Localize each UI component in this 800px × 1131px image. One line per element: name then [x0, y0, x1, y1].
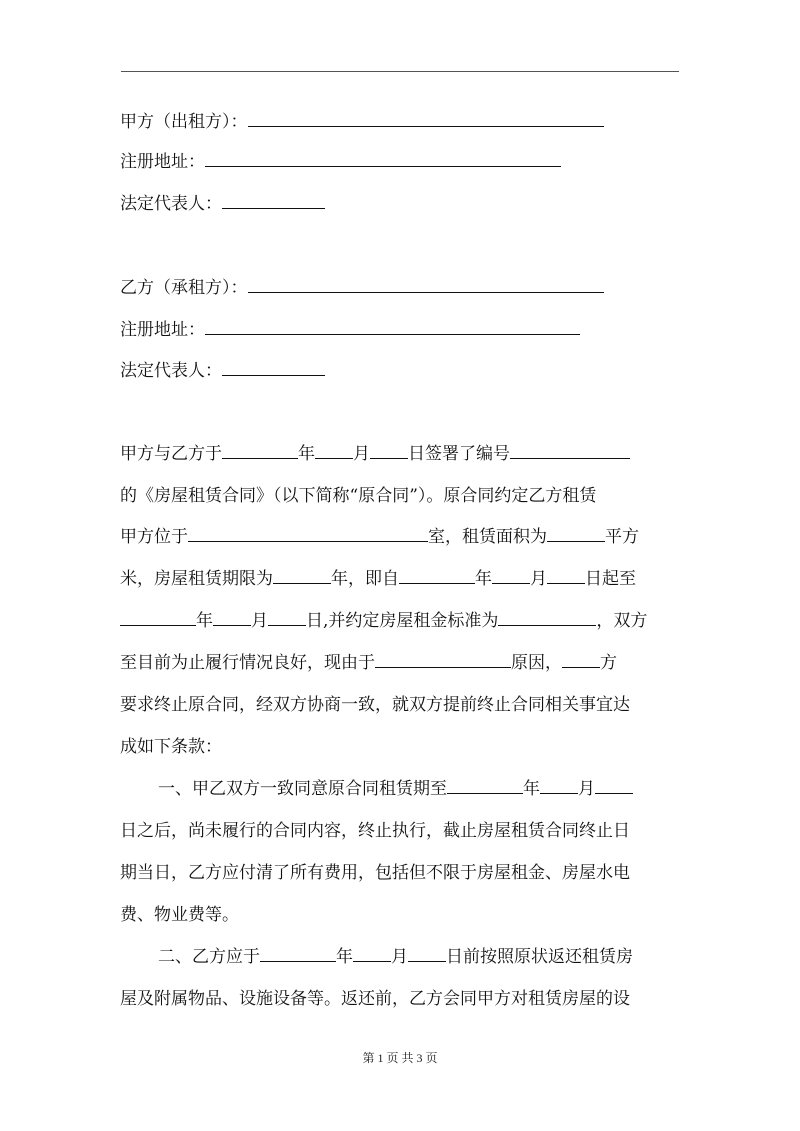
clause2-month-blank[interactable] [353, 945, 391, 962]
text: 期当日，乙方应付清了所有费用，包括但不限于房屋租金、房屋水电 [120, 863, 630, 883]
party-a-label: 甲方（出租方）： [120, 112, 248, 132]
clause-1-line-2 [120, 819, 630, 843]
start-month-blank[interactable] [492, 567, 530, 584]
contract-number-blank[interactable] [510, 442, 630, 459]
term-years-blank[interactable] [273, 567, 331, 584]
party-b-address-blank[interactable] [205, 318, 580, 335]
text: 的《房屋租赁合同》（以下简称“原合同”）。原合同约定乙方租赁 [120, 486, 597, 506]
text: 一、甲乙双方一致同意原合同租赁期至 [158, 779, 447, 799]
text: 月 [251, 611, 268, 631]
text: 平方 [605, 527, 639, 547]
text: 至目前为止履行情况良好，现由于 [120, 653, 375, 673]
text: 要求终止原合同，经双方协商一致，就双方提前终止合同相关事宜达 [120, 695, 630, 715]
text: ，双方 [596, 611, 648, 631]
area-blank[interactable] [547, 525, 605, 542]
text: 年 [475, 569, 492, 589]
text: 日之后，尚未履行的合同内容，终止执行，截止房屋租赁合同终止日 [120, 821, 630, 841]
sign-year-blank[interactable] [222, 442, 298, 459]
text: 年 [196, 611, 213, 631]
text: 费、物业费等。 [120, 905, 239, 925]
intro-line-5 [120, 609, 647, 633]
clause-1-line-4 [120, 903, 239, 927]
text: 日,并约定房屋租金标准为 [306, 611, 499, 631]
sign-month-blank[interactable] [315, 442, 353, 459]
party-b-address-label: 注册地址： [120, 320, 205, 340]
intro-line-2 [120, 484, 596, 508]
text: 月 [353, 444, 370, 464]
intro-line-3 [120, 525, 639, 549]
start-year-blank[interactable] [399, 567, 475, 584]
party-b-label: 乙方（承租方）： [120, 278, 248, 298]
text: 年 [298, 444, 315, 464]
clause-2-line-1 [158, 945, 633, 969]
end-year-blank[interactable] [120, 609, 196, 626]
party-a-rep-label: 法定代表人： [120, 194, 222, 214]
intro-line-8 [120, 735, 222, 759]
clause2-day-blank[interactable] [408, 945, 446, 962]
intro-line-1 [120, 442, 630, 466]
clause1-year-blank[interactable] [447, 777, 523, 794]
party-a-address-blank[interactable] [205, 150, 561, 167]
text: 日签署了编号 [408, 444, 510, 464]
party-a-rep-line [120, 192, 325, 216]
text: 月 [578, 779, 595, 799]
clause1-day-blank[interactable] [595, 777, 633, 794]
sign-day-blank[interactable] [370, 442, 408, 459]
clause-1-line-3 [120, 861, 630, 885]
text: 年 [336, 947, 353, 967]
header-rule [121, 71, 679, 72]
text: 月 [391, 947, 408, 967]
party-b-rep-line [120, 359, 325, 383]
end-day-blank[interactable] [268, 609, 306, 626]
party-a-address-label: 注册地址： [120, 152, 205, 172]
start-day-blank[interactable] [547, 567, 585, 584]
text: 日前按照原状返还租赁房 [446, 947, 633, 967]
party-a-rep-blank[interactable] [222, 192, 325, 209]
rent-standard-blank[interactable] [498, 609, 596, 626]
text: 室，租赁面积为 [428, 527, 547, 547]
party-b-rep-label: 法定代表人： [120, 361, 222, 381]
text: 方 [600, 653, 617, 673]
text: 原因， [511, 653, 562, 673]
reason-blank[interactable] [375, 651, 511, 668]
party-a-address-line [120, 150, 561, 174]
clause-2-line-2 [120, 987, 630, 1011]
intro-line-7 [120, 693, 630, 717]
text: 月 [530, 569, 547, 589]
party-a-line [120, 110, 604, 134]
clause-1-line-1 [158, 777, 633, 801]
text: 二、乙方应于 [158, 947, 260, 967]
intro-line-4 [120, 567, 636, 591]
location-blank[interactable] [188, 525, 428, 542]
text: 米，房屋租赁期限为 [120, 569, 273, 589]
party-b-line [120, 276, 604, 300]
text: 年，即自 [331, 569, 399, 589]
text: 屋及附属物品、设施设备等。返还前，乙方会同甲方对租赁房屋的设 [120, 989, 630, 1009]
party-b-address-line [120, 318, 580, 342]
text: 成如下条款： [120, 737, 222, 757]
clause2-year-blank[interactable] [260, 945, 336, 962]
text: 甲方与乙方于 [120, 444, 222, 464]
page-footer: 第 1 页 共 3 页 [362, 1051, 438, 1065]
party-b-rep-blank[interactable] [222, 359, 325, 376]
clause1-month-blank[interactable] [540, 777, 578, 794]
party-b-blank[interactable] [248, 276, 604, 293]
intro-line-6 [120, 651, 617, 675]
requesting-party-blank[interactable] [562, 651, 600, 668]
party-a-blank[interactable] [248, 110, 604, 127]
end-month-blank[interactable] [213, 609, 251, 626]
text: 甲方位于 [120, 527, 188, 547]
text: 年 [523, 779, 540, 799]
text: 日起至 [585, 569, 636, 589]
